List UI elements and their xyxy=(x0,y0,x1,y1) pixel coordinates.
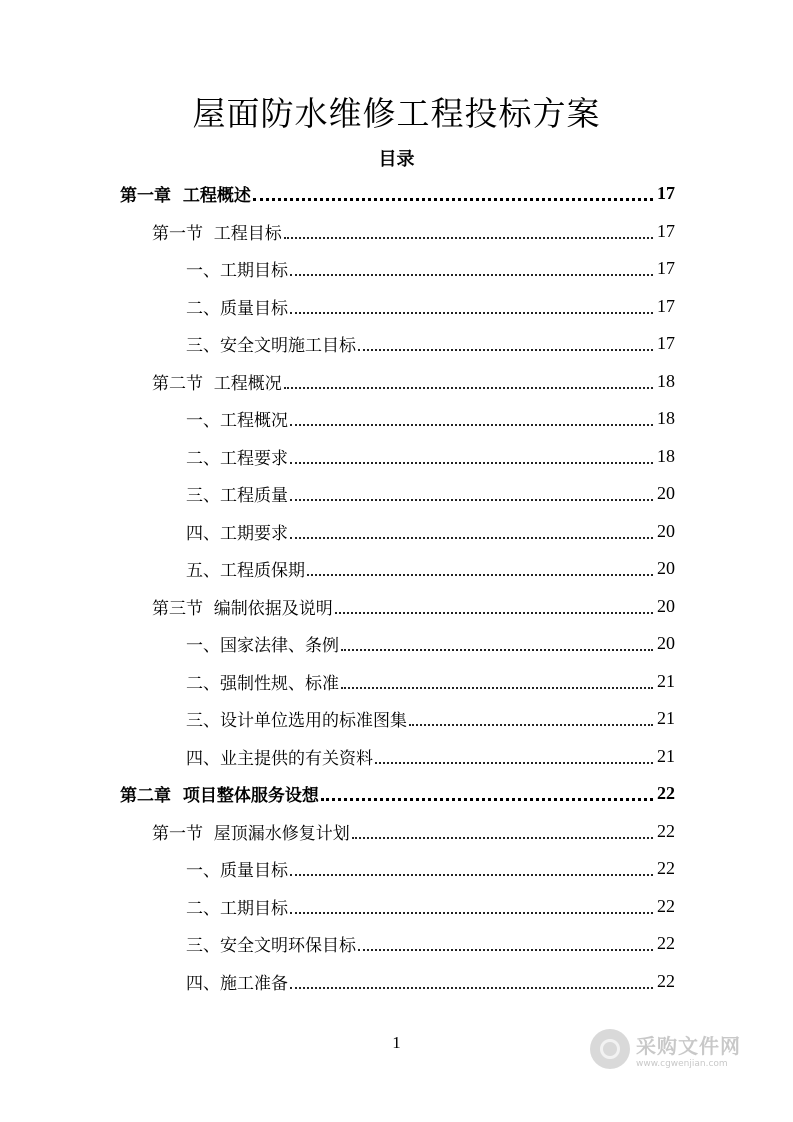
toc-entry-page: 17 xyxy=(657,295,675,316)
toc-entry-label: 二、质量目标 xyxy=(186,298,288,319)
toc-entry[interactable] xyxy=(186,663,675,700)
toc-entry[interactable] xyxy=(186,738,675,775)
toc-entry[interactable] xyxy=(186,438,675,475)
toc-entry-label: 一、国家法律、条例 xyxy=(186,636,339,656)
toc-entry[interactable] xyxy=(186,288,675,325)
toc-leader-dots xyxy=(321,798,653,801)
watermark-logo-icon xyxy=(590,1029,630,1069)
toc-entry[interactable] xyxy=(186,250,675,287)
toc-entry-page: 22 xyxy=(657,820,675,841)
toc-entry[interactable] xyxy=(186,963,675,1000)
toc-entry[interactable] xyxy=(152,813,675,850)
toc-entry-label: 四、施工准备 xyxy=(186,973,288,994)
toc-entry-page: 21 xyxy=(657,708,675,728)
toc-entry[interactable] xyxy=(186,888,675,925)
watermark-url: www.cgwenjian.com xyxy=(636,1058,728,1069)
toc-entry[interactable] xyxy=(186,850,675,887)
toc-entry-page: 18 xyxy=(657,370,675,391)
toc-entry[interactable] xyxy=(152,213,675,250)
toc-entry-label: 三、安全文明施工目标 xyxy=(186,336,356,356)
toc-entry-page: 21 xyxy=(657,670,675,691)
toc-entry[interactable] xyxy=(120,175,675,212)
toc-leader-dots xyxy=(284,387,653,389)
toc-entry-page: 22 xyxy=(657,895,675,916)
toc-entry-page: 22 xyxy=(657,933,675,953)
toc-entry[interactable] xyxy=(186,325,675,362)
toc-entry[interactable] xyxy=(152,588,675,625)
toc-entry-page: 20 xyxy=(657,483,675,503)
toc-entry-page: 18 xyxy=(657,445,675,466)
toc-entry[interactable] xyxy=(186,400,675,437)
toc-entry-page: 20 xyxy=(657,595,675,616)
toc-entry[interactable] xyxy=(186,700,675,737)
toc-entry-page: 22 xyxy=(657,970,675,991)
toc-entry-label: 第一节 工程目标 xyxy=(152,223,282,244)
toc-entry-label: 第二节 工程概况 xyxy=(152,373,282,394)
toc-entry[interactable] xyxy=(186,475,675,512)
toc-entry[interactable] xyxy=(186,550,675,587)
toc-leader-dots xyxy=(290,874,653,876)
toc-entry-page: 22 xyxy=(657,858,675,878)
toc-leader-dots xyxy=(335,612,653,614)
toc-leader-dots xyxy=(290,537,653,539)
watermark-name: 采购文件网 xyxy=(636,1033,741,1058)
toc-heading: 目录 xyxy=(378,149,415,170)
toc-entry-label: 二、强制性规、标准 xyxy=(186,673,339,694)
toc-entry-label: 二、工期目标 xyxy=(186,898,288,919)
toc-leader-dots xyxy=(290,424,653,426)
toc-leader-dots xyxy=(341,687,653,689)
toc-leader-dots xyxy=(290,499,653,501)
toc-entry[interactable] xyxy=(186,625,675,662)
toc-leader-dots xyxy=(358,349,653,351)
toc-entry-label: 一、质量目标 xyxy=(186,861,288,881)
watermark-text xyxy=(636,1030,741,1069)
toc-entry-label: 三、工程质量 xyxy=(186,486,288,506)
toc-leader-dots xyxy=(290,987,653,989)
toc-entry-page: 20 xyxy=(657,520,675,541)
toc-entry-page: 17 xyxy=(657,333,675,353)
toc-entry-label: 四、工期要求 xyxy=(186,523,288,544)
toc-entry-label: 四、业主提供的有关资料 xyxy=(186,748,373,769)
toc-leader-dots xyxy=(284,237,653,239)
toc-entry-label: 一、工期目标 xyxy=(186,261,288,281)
toc-entry-page: 18 xyxy=(657,408,675,428)
toc-entry-page: 21 xyxy=(657,745,675,766)
watermark xyxy=(590,1026,760,1072)
toc-entry-label: 第三节 编制依据及说明 xyxy=(152,598,333,619)
toc-entry[interactable] xyxy=(186,513,675,550)
toc-entry[interactable] xyxy=(152,363,675,400)
toc-entry-label: 三、设计单位选用的标准图集 xyxy=(186,711,407,731)
toc-entry-page: 17 xyxy=(657,183,675,203)
toc-leader-dots xyxy=(375,762,653,764)
toc-entry-label: 第二章 项目整体服务设想 xyxy=(120,786,319,806)
toc-leader-dots xyxy=(290,912,653,914)
toc-leader-dots xyxy=(307,574,653,576)
toc-entry-label: 三、安全文明环保目标 xyxy=(186,936,356,956)
toc-leader-dots xyxy=(358,949,653,951)
toc-entry[interactable] xyxy=(120,775,675,812)
toc-entry[interactable] xyxy=(186,925,675,962)
toc-leader-dots xyxy=(290,462,653,464)
toc-entry-label: 五、工程质保期 xyxy=(186,561,305,581)
toc-entry-page: 20 xyxy=(657,558,675,578)
toc-leader-dots xyxy=(253,198,653,201)
toc-entry-page: 17 xyxy=(657,220,675,241)
toc-leader-dots xyxy=(290,312,653,314)
toc-leader-dots xyxy=(290,274,653,276)
toc-entry-page: 22 xyxy=(657,783,675,803)
toc-leader-dots xyxy=(352,837,653,839)
toc-entry-label: 一、工程概况 xyxy=(186,411,288,431)
toc-entry-label: 第一章 工程概述 xyxy=(120,186,251,206)
toc-entry-label: 第一节 屋顶漏水修复计划 xyxy=(152,823,350,844)
toc-entry-page: 20 xyxy=(657,633,675,653)
toc-entry-page: 17 xyxy=(657,258,675,278)
document-title: 屋面防水维修工程投标方案 xyxy=(192,94,601,133)
page-number: 1 xyxy=(392,1033,401,1052)
toc-leader-dots xyxy=(409,724,653,726)
toc-leader-dots xyxy=(341,649,653,651)
toc-entry-label: 二、工程要求 xyxy=(186,448,288,469)
